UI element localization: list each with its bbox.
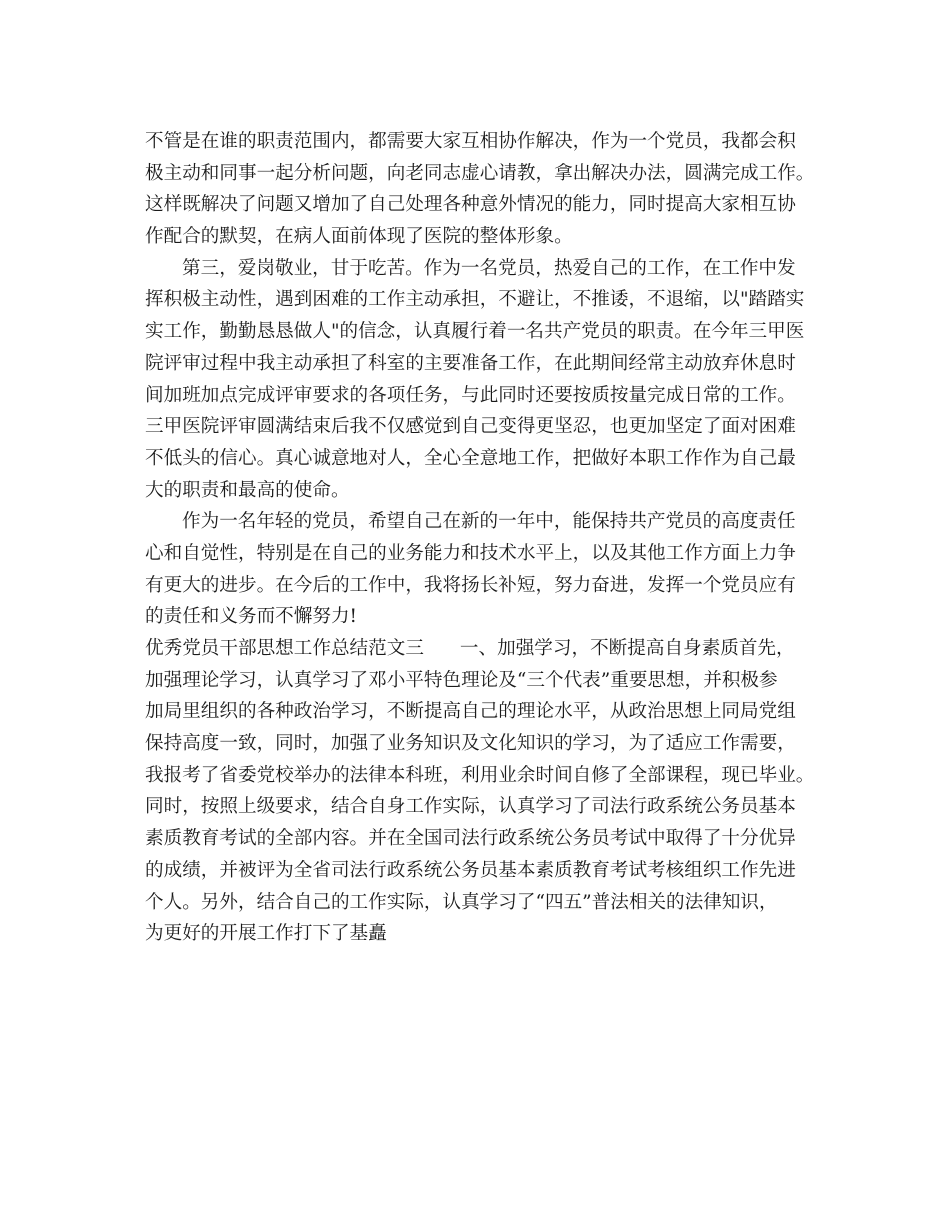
- paragraph-line: 作为一名年轻的党员，希望自己在新的一年中，能保持共产党员的高度责任: [182, 511, 796, 533]
- paragraph-line: 三甲医院评审圆满结束后我不仅感觉到自己变得更坚忍，也更加坚定了面对困难: [145, 416, 796, 438]
- section-first-text: 一、加强学习，不断提高自身素质首先，: [459, 638, 795, 659]
- paragraph-line: 有更大的进步。在今后的工作中，我将扬长补短，努力奋进，发挥一个党员应有: [145, 574, 796, 596]
- document-body: [145, 126, 815, 950]
- paragraph-line: 不管是在谁的职责范围内，都需要大家互相协作解决，作为一个党员，我都会积: [145, 131, 796, 152]
- paragraph-line: 加局里组织的各种政治学习，不断提高自己的理论水平，从政治思想上同局党组: [145, 701, 796, 723]
- section-title: 优秀党员干部思想工作总结范文三: [145, 638, 424, 659]
- paragraph-line: 素质教育考试的全部内容。并在全国司法行政系统公务员考试中取得了十分优异: [145, 828, 796, 850]
- paragraph-line: 第三，爱岗敬业，甘于吃苦。作为一名党员，热爱自己的工作，在工作中发: [182, 257, 796, 279]
- paragraph-line: 极主动和同事一起分析问题，向老同志虚心请教，拿出解决办法，圆满完成工作。: [145, 162, 815, 184]
- paragraph-line: 挥积极主动性，遇到困难的工作主动承担，不避让，不推诿，不退缩，以"踏踏实: [145, 289, 805, 311]
- paragraph-line: 保持高度一致，同时，加强了业务知识及文化知识的学习，为了适应工作需要，: [145, 733, 796, 755]
- paragraph-line: 间加班加点完成评审要求的各项任务，与此同时还要按质按量完成日常的工作。: [145, 384, 796, 406]
- paragraph-line: 这样既解决了问题又增加了自己处理各种意外情况的能力，同时提高大家相互协: [145, 194, 796, 216]
- paragraph-line: 同时，按照上级要求，结合自身工作实际，认真学习了司法行政系统公务员基本: [145, 796, 796, 818]
- paragraph-line: 加强理论学习，认真学习了邓小平特色理论及“三个代表”重要思想，并积极参: [145, 669, 778, 691]
- paragraph-line: 大的职责和最高的使命。: [145, 479, 350, 501]
- paragraph-line: 实工作，勤勤恳恳做人"的信念，认真履行着一名共产党员的职责。在今年三甲医: [145, 321, 805, 343]
- paragraph-line: 我报考了省委党校举办的法律本科班，利用业余时间自修了全部课程，现已毕业。: [145, 764, 815, 786]
- paragraph-line: 作配合的默契，在病人面前体现了医院的整体形象。: [145, 226, 573, 248]
- paragraph-line: 为更好的开展工作打下了基矗: [145, 923, 387, 945]
- paragraph-line: 的成绩，并被评为全省司法行政系统公务员基本素质教育考试考核组织工作先进: [145, 859, 796, 881]
- paragraph-line: 院评审过程中我主动承担了科室的主要准备工作，在此期间经常主动放弃休息时: [145, 352, 796, 374]
- paragraph-line: 心和自觉性，特别是在自己的业务能力和技术水平上，以及其他工作方面上力争: [145, 542, 796, 564]
- paragraph-line: 的责任和义务而不懈努力!: [145, 606, 358, 628]
- section-heading-line: [145, 633, 810, 665]
- paragraph-line: 不低头的信心。真心诚意地对人，全心全意地工作，把做好本职工作作为自己最: [145, 447, 796, 469]
- paragraph-line: 个人。另外，结合自己的工作实际，认真学习了“四五”普法相关的法律知识，: [145, 891, 778, 913]
